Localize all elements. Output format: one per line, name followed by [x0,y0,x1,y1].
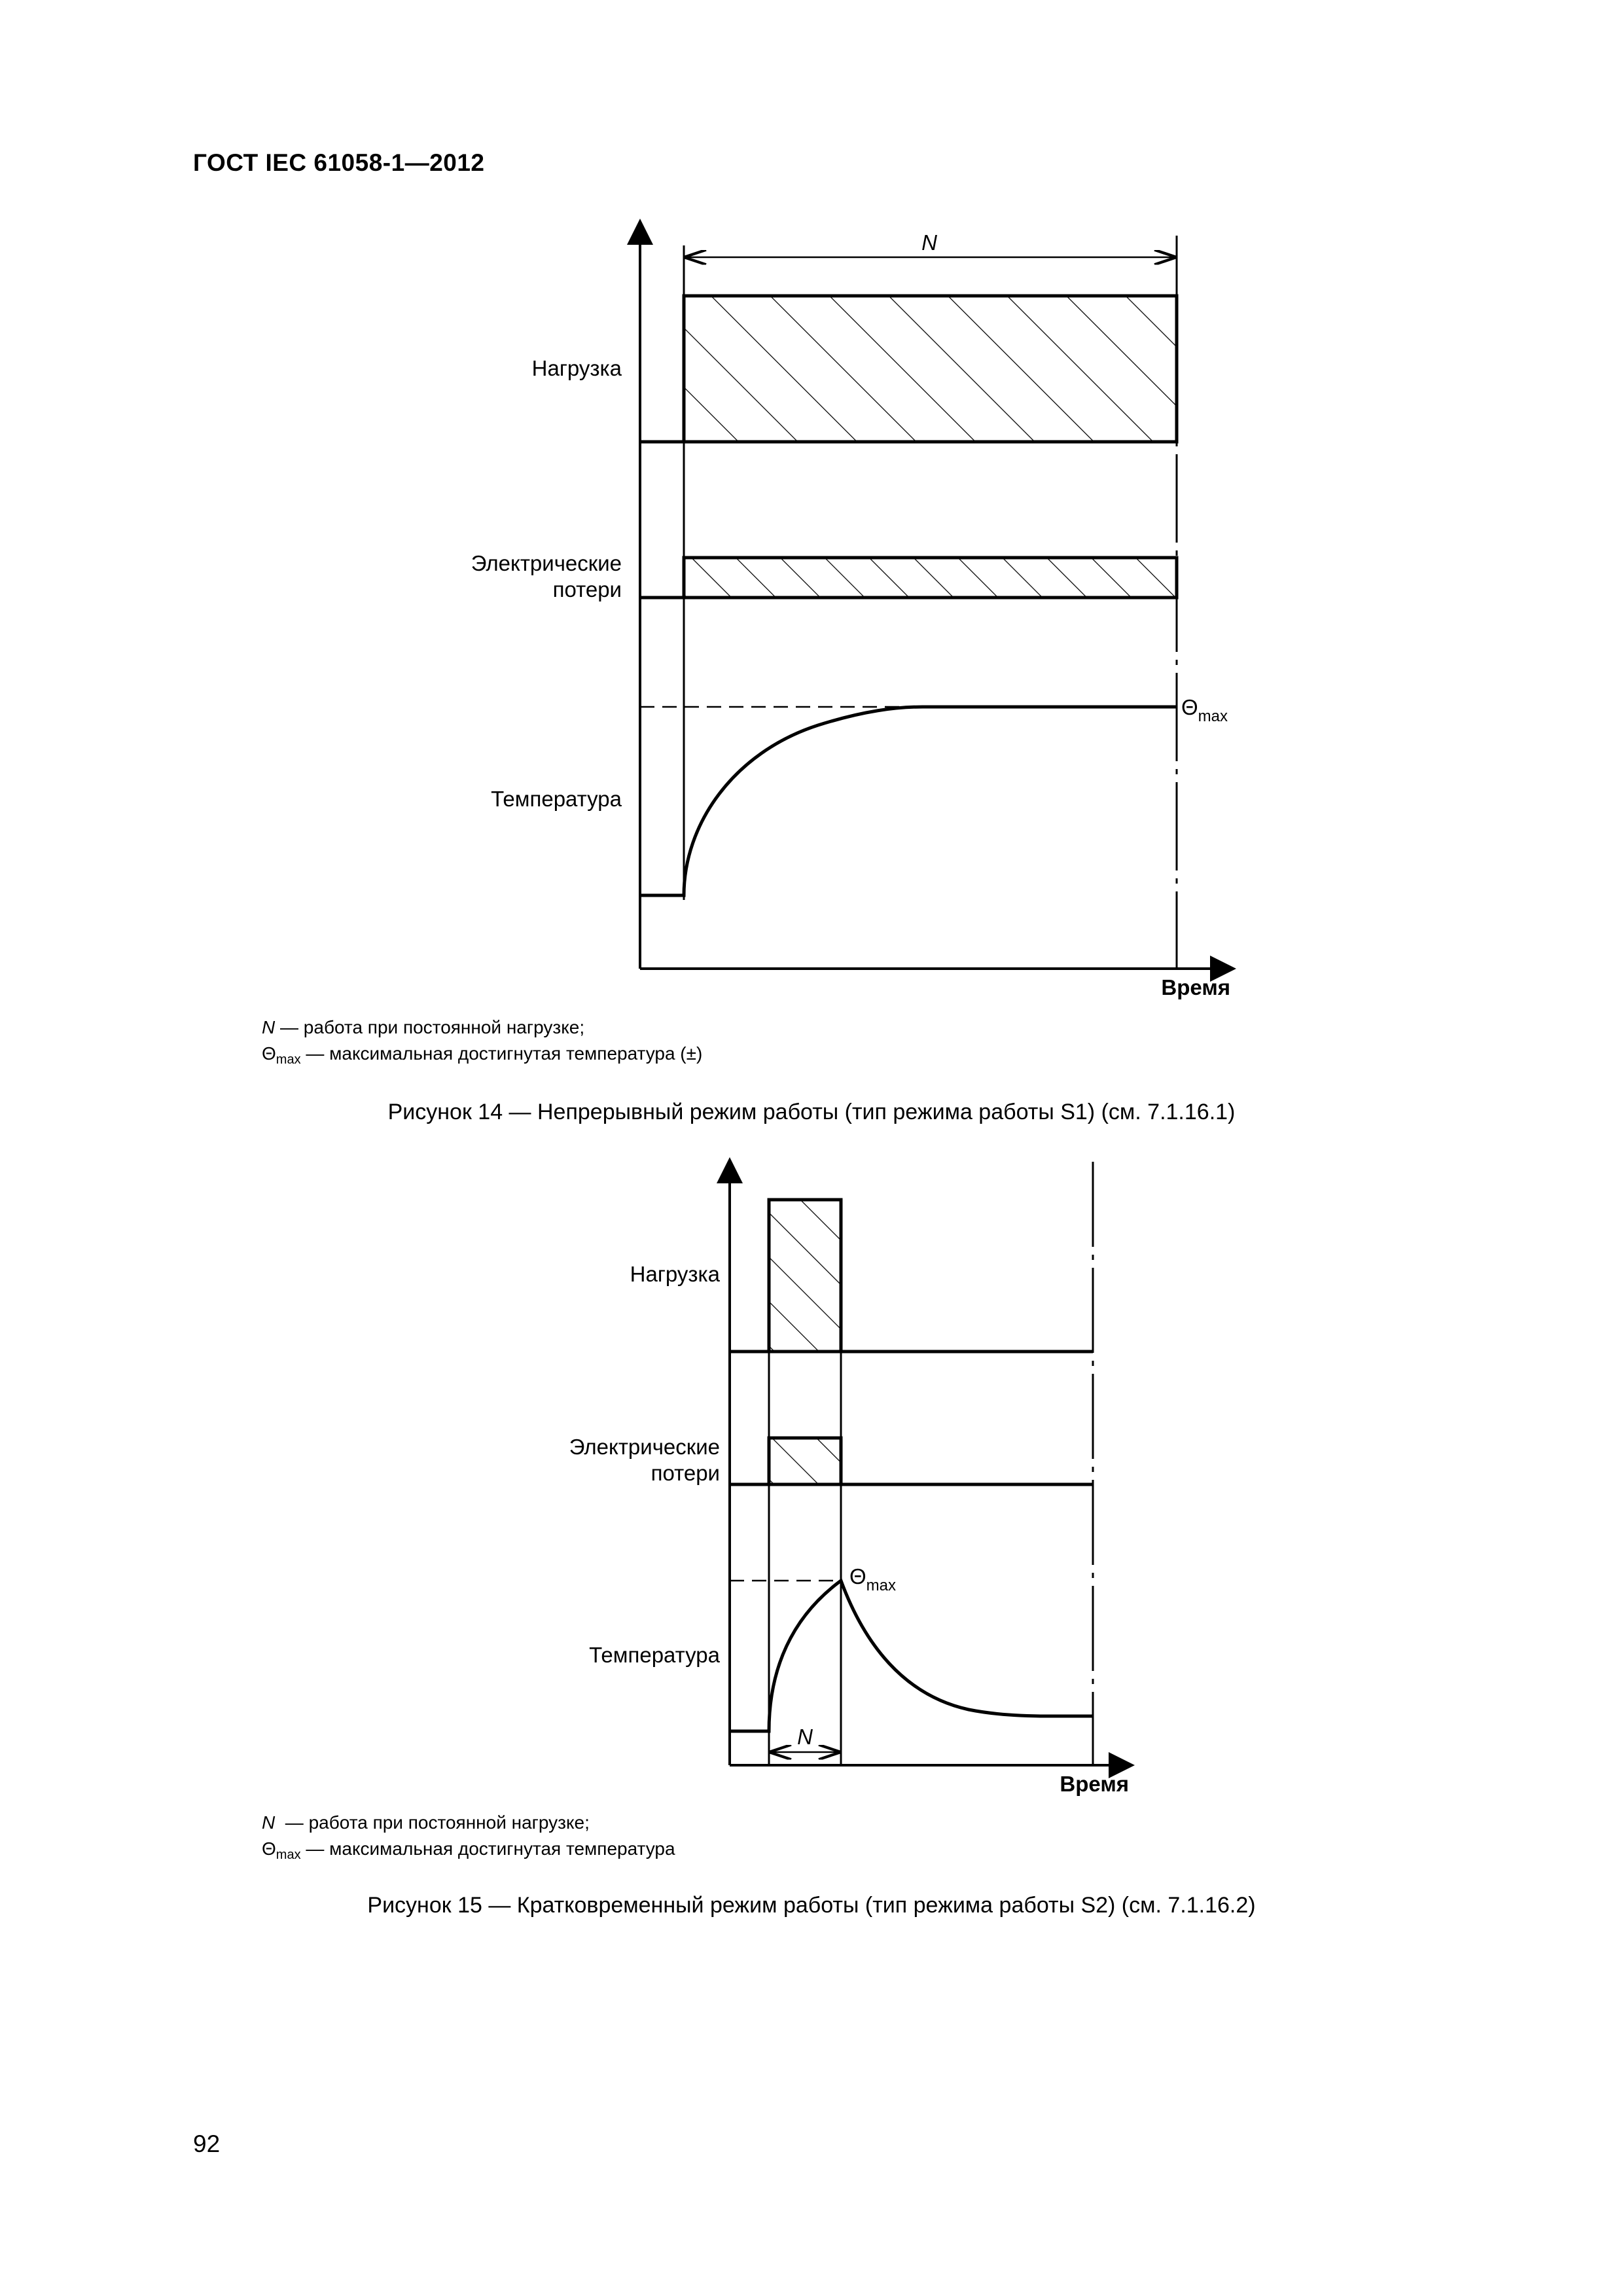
losses-row-label-line1: Электрические [569,1435,720,1459]
temperature-row-label: Температура [589,1643,720,1667]
load-row-label: Нагрузка [630,1262,720,1286]
losses-row-label-line2: потери [552,577,622,601]
x-axis-label: Время [1161,975,1230,999]
temperature-curve [640,707,1177,895]
figure-15-diagram [0,1152,1623,1826]
figure-14-diagram [0,209,1623,1014]
figure-14-legend [262,1014,702,1073]
n-dimension-label: N [921,230,937,255]
page-number: 92 [193,2130,221,2157]
document-header: ГОСТ IEC 61058-1—2012 [193,149,485,176]
losses-row-label-line1: Электрические [471,551,622,575]
losses-block [684,558,1177,598]
x-axis-label: Время [1060,1772,1129,1796]
theta-max-label: $\Theta_{max}$ [849,1564,897,1594]
legend-theta: $\Theta_{max}$ — максимальная достигнутая температура [262,1839,675,1862]
legend-n: N — работа при постоянной нагрузке; [262,1017,585,1037]
figure-14-caption: Рисунок 14 — Непрерывный режим работы (тип режима работы S1) (см. 7.1.16.1) [387,1100,1236,1124]
figure-15-caption: Рисунок 15 — Кратковременный режим работы (тип режима работы S2) (см. 7.1.16.2) [367,1893,1256,1918]
legend-n: N — работа при постоянной нагрузке; [262,1812,590,1833]
losses-row-label-line2: потери [651,1461,720,1485]
legend-theta: $\Theta_{max}$ — максимальная достигнутая температура (±) [262,1043,703,1067]
theta-max-label: $\Theta_{max}$ [1181,695,1228,725]
temperature-curve [730,1581,1093,1731]
load-row-label: Нагрузка [531,356,622,380]
figure-15-legend [262,1810,675,1868]
load-block [684,296,1177,442]
temperature-row-label: Температура [491,787,622,811]
n-dimension-label: N [797,1725,813,1749]
load-block [769,1200,841,1352]
losses-block [769,1438,841,1484]
